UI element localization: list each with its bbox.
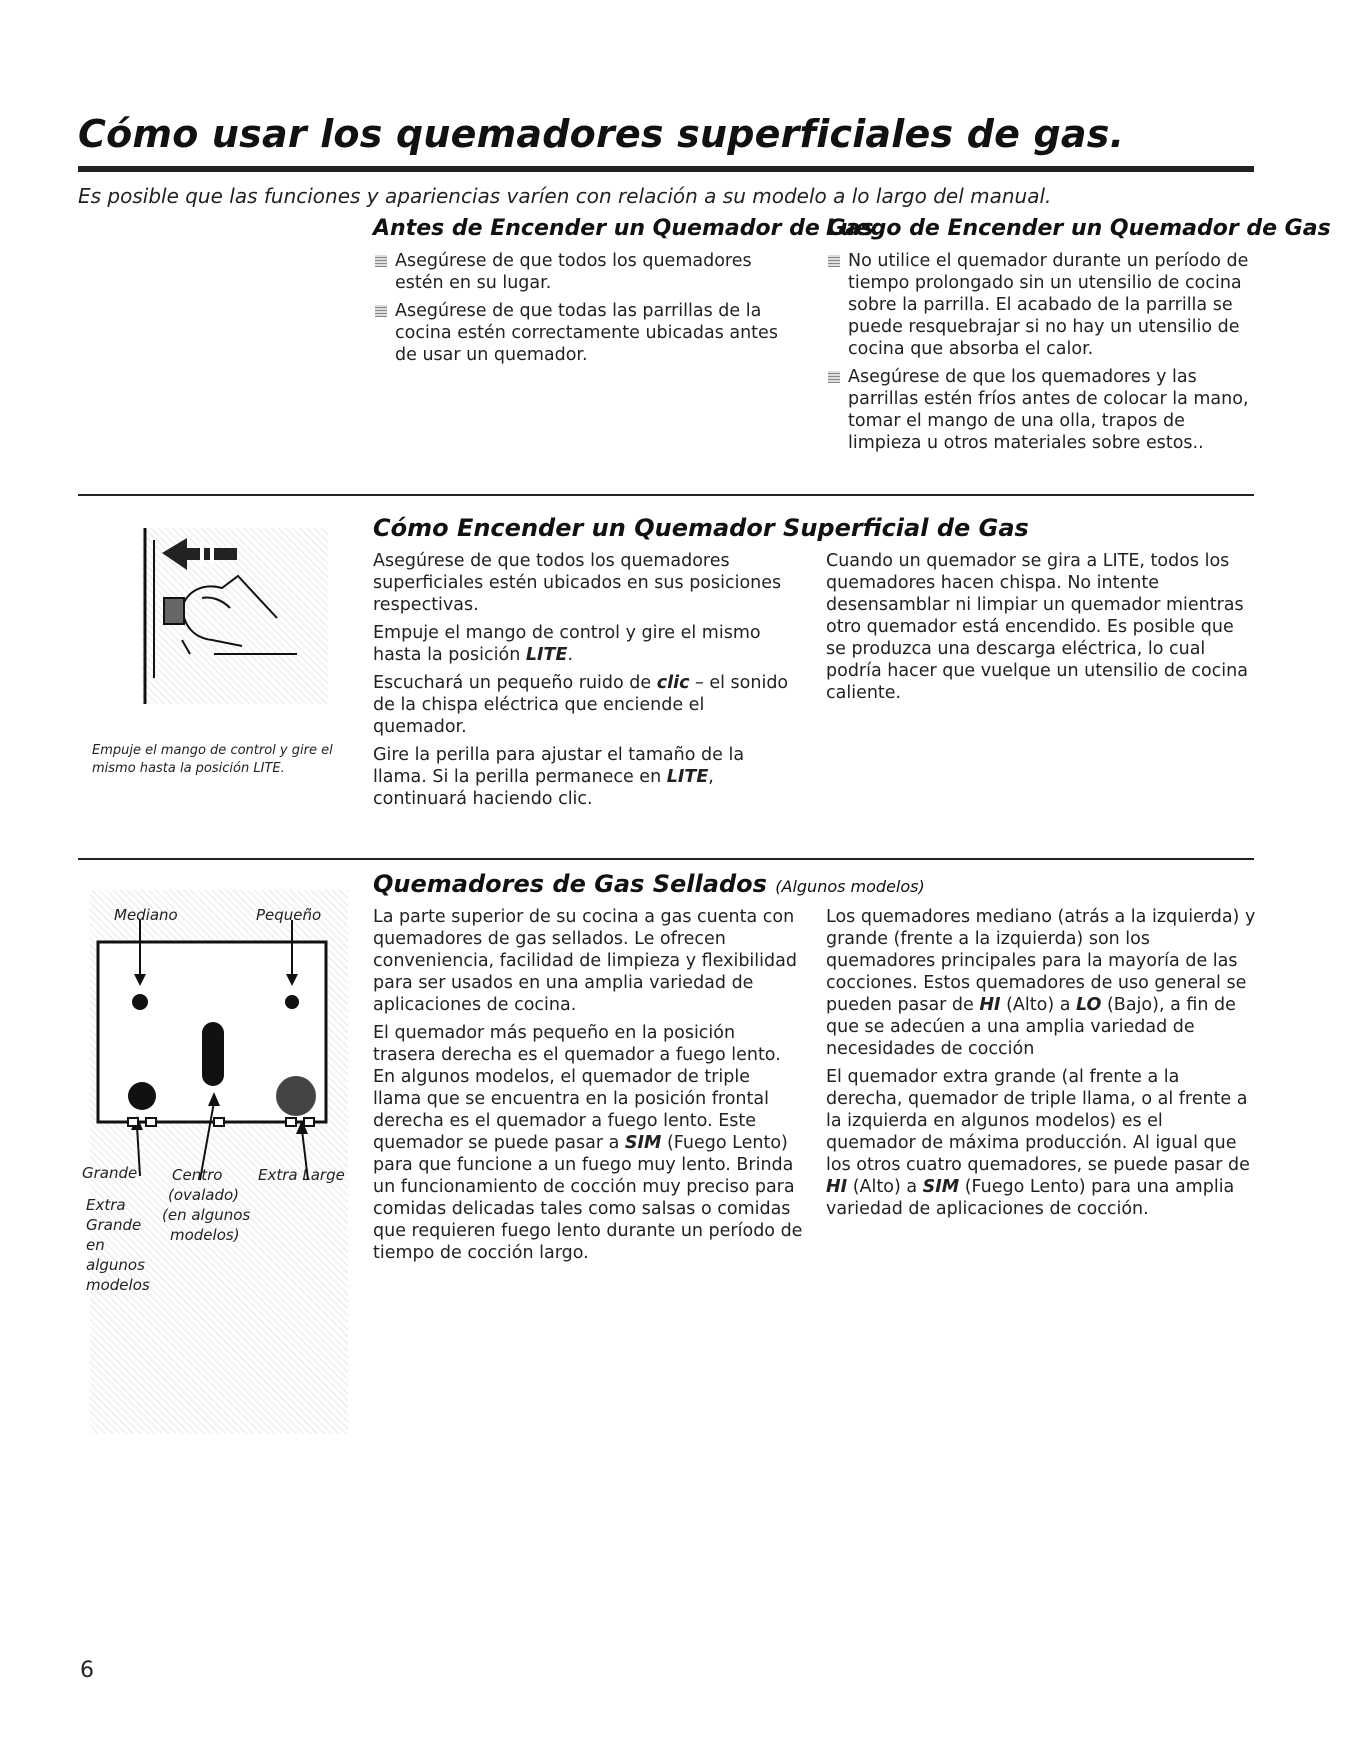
label-pequeno: Pequeño — [256, 906, 322, 924]
section-divider — [78, 858, 1254, 860]
how-to-light-column-left — [373, 550, 793, 816]
list-item: Asegúrese de que todas las parrillas de la cocina estén correctamente ubicadas antes de usar un quemador. — [373, 300, 793, 366]
after-lighting-section — [826, 250, 1256, 460]
before-lighting-list — [373, 250, 793, 366]
hand-pushing-knob-icon — [142, 528, 328, 704]
label-grande: Grande — [82, 1164, 138, 1182]
bullet-icon — [375, 305, 387, 317]
bullet-icon — [828, 371, 840, 383]
label-ovalado: (ovalado) — [168, 1186, 240, 1204]
label-grande-2: Grande — [86, 1216, 142, 1234]
how-to-light-p4: Gire la perilla para ajustar el tamaño de la llama. Si la perilla permanece en LITE, continuará haciendo clic. — [373, 745, 745, 809]
page-number: 6 — [80, 1658, 94, 1683]
label-centro: Centro — [172, 1166, 223, 1184]
how-to-light-p3: Escuchará un pequeño ruido de clic – el sonido de la chispa eléctrica que enciende el quemador. — [373, 673, 789, 737]
label-modelos-close: modelos) — [170, 1226, 240, 1244]
label-extra: Extra — [86, 1196, 126, 1214]
page-subtitle: Es posible que las funciones y apariencias varíen con relación a su modelo a lo largo del manual. — [78, 184, 1052, 208]
list-item: Asegúrese de que los quemadores y las parrillas estén fríos antes de colocar la mano, tomar el mango de una olla, trapos de limpieza u otros materiales sobre estos.. — [826, 366, 1256, 454]
list-item: Asegúrese de que todos los quemadores estén en su lugar. — [373, 250, 793, 294]
bullet-icon — [375, 255, 387, 267]
sealed-burners-p1: La parte superior de su cocina a gas cuenta con quemadores de gas sellados. Le ofrecen conveniencia, facilidad de limpieza y flexibilidad para ser usados en una amplia variedad de aplicaciones de cocina. — [373, 907, 797, 1015]
sealed-burners-p2: El quemador más pequeño en la posición trasera derecha es el quemador a fuego lento. En algunos modelos, el quemador de triple llama que se encuentra en la posición frontal derecha es el quemador a fuego lento. Este — [373, 1023, 781, 1131]
label-en-algunos: (en algunos — [162, 1206, 251, 1224]
sealed-burners-p2b: quemador se puede pasar a SIM (Fuego Lento) para que funcione a un fuego muy lento. Brinda un funcionamiento de cocción muy preciso para comidas delicadas tales como salsas o comidas que requieren fuego lento durante un período de tiempo de cocción largo. — [373, 1133, 803, 1263]
label-algunos: algunos — [86, 1256, 145, 1274]
sealed-burners-note: (Algunos modelos) — [775, 877, 925, 896]
burner-diagram — [90, 890, 348, 1434]
before-lighting-heading: Antes de Encender un Quemador de Gas — [373, 216, 874, 241]
knob-illustration — [142, 528, 328, 704]
sealed-burners-heading: Quemadores de Gas Sellados (Algunos modelos) — [373, 870, 925, 898]
sealed-burners-column-left — [373, 906, 803, 1270]
bullet-icon — [828, 255, 840, 267]
sealed-burners-p4: El quemador extra grande (al frente a la derecha, quemador de triple llama, o al frente a la izquierda en algunos modelos) es el quemador de máxima producción. Al igual que los otros cuatro quemadores, se puede pasar de HI (Alto) a SIM (Fuego Lento) para una amplia variedad de aplicaciones de cocción. — [826, 1067, 1250, 1219]
page-title: Cómo usar los quemadores superficiales de gas. — [78, 112, 1125, 156]
label-extra-large: Extra Large — [258, 1166, 345, 1184]
before-lighting-section — [373, 250, 793, 372]
sealed-burners-p3: Los quemadores mediano (atrás a la izquierda) y grande (frente a la izquierda) son los quemadores principales para la mayoría de las cocciones. Estos quemadores de uso general se pueden pasar de HI (Alto) a LO (Bajo), a fin de que se adecúen a una amplia variedad de necesidades de cocción — [826, 907, 1256, 1059]
after-lighting-heading: Luego de Encender un Quemador de Gas — [826, 216, 1331, 241]
how-to-light-heading: Cómo Encender un Quemador Superficial de Gas — [373, 514, 1029, 542]
label-mediano: Mediano — [114, 906, 178, 924]
how-to-light-p5: Cuando un quemador se gira a LITE, todos los quemadores hacen chispa. No intente desensamblar ni limpiar un quemador mientras otro quemador está encendido. Es posible que se produzca una descarga eléctrica, lo cual podría hacer que vuelque un utensilio de cocina caliente. — [826, 551, 1248, 703]
title-rule — [78, 166, 1254, 172]
knob-caption: Empuje el mango de control y gire el mismo hasta la posición LITE. — [92, 743, 333, 776]
after-lighting-list — [826, 250, 1256, 454]
list-item: No utilice el quemador durante un período de tiempo prolongado sin un utensilio de cocina sobre la parrilla. El acabado de la parrilla se puede resquebrajar si no hay un utensilio de cocina que absorba el calor. — [826, 250, 1256, 360]
how-to-light-column-right — [826, 550, 1256, 710]
label-en: en — [86, 1236, 105, 1254]
sealed-burners-column-right — [826, 906, 1256, 1226]
how-to-light-p1: Asegúrese de que todos los quemadores superficiales estén ubicados en sus posiciones respectivas. — [373, 551, 782, 615]
label-modelos: modelos — [86, 1276, 150, 1294]
how-to-light-p2: Empuje el mango de control y gire el mismo hasta la posición LITE. — [373, 623, 761, 665]
burner-layout-icon — [90, 890, 348, 1434]
section-divider — [78, 494, 1254, 496]
